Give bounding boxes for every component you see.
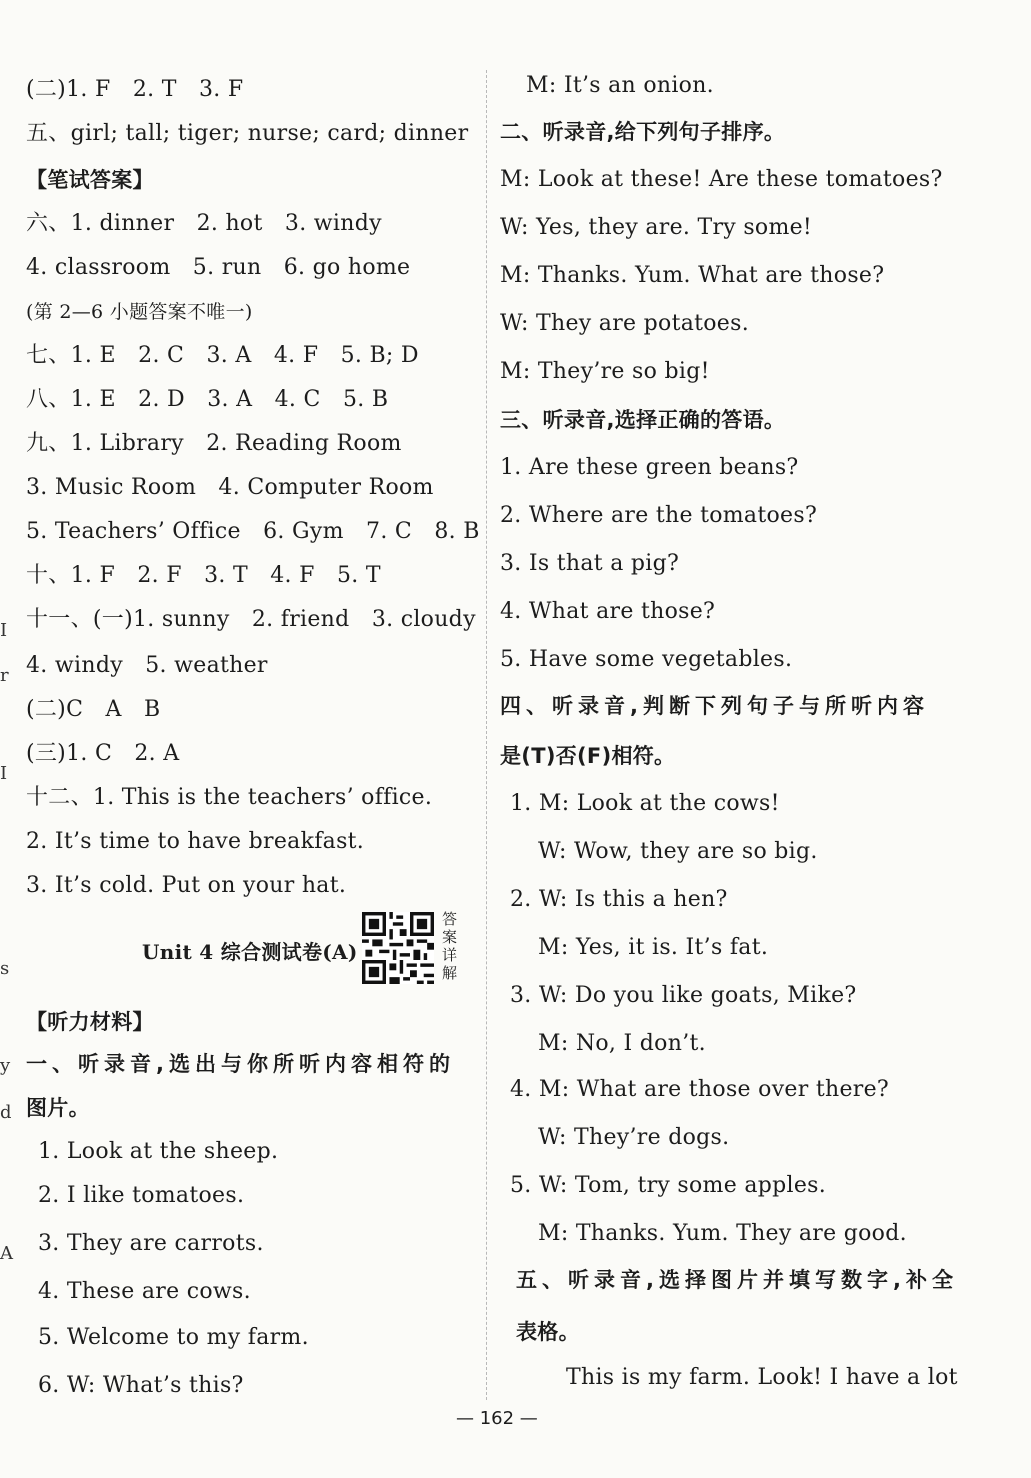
edge-mark: s (0, 958, 10, 979)
section-heading: 表格。 (516, 1320, 580, 1344)
listening-line: W: Wow, they are so big. (538, 839, 818, 864)
edge-mark: A (0, 1243, 13, 1264)
edge-mark: r (0, 665, 9, 686)
listening-line: M: It’s an onion. (526, 73, 714, 98)
page-number: — 162 — (456, 1408, 538, 1429)
answer-line: 六、1. dinner 2. hot 3. windy (26, 211, 382, 236)
section-heading: 五、听录音,选择图片并填写数字,补全 (516, 1268, 958, 1292)
answer-line: 4. classroom 5. run 6. go home (26, 255, 411, 280)
section-heading: 【笔试答案】 (26, 168, 154, 192)
section-heading: 一、听录音,选出与你所听内容相符的 (26, 1052, 455, 1076)
answer-line: 2. It’s time to have breakfast. (26, 829, 365, 854)
answer-line: (二)1. F 2. T 3. F (26, 77, 244, 102)
listening-line: 2. W: Is this a hen? (510, 887, 728, 912)
section-heading: 【听力材料】 (26, 1010, 154, 1034)
answer-line: (二)C A B (26, 697, 161, 722)
listening-line: 5. Have some vegetables. (500, 647, 793, 672)
edge-mark: I (0, 763, 8, 784)
listening-line: M: No, I don’t. (538, 1031, 706, 1056)
section-heading: 四、听录音,判断下列句子与所听内容 (500, 694, 929, 718)
listening-line: W: They are potatoes. (500, 311, 750, 336)
listening-line: M: Thanks. Yum. They are good. (538, 1221, 907, 1246)
listening-line: 4. These are cows. (38, 1279, 251, 1304)
qr-code-icon[interactable] (362, 912, 434, 984)
column-divider (486, 70, 487, 1400)
unit-title: Unit 4 综合测试卷(A) (142, 940, 358, 964)
listening-line: 4. What are those? (500, 599, 716, 624)
listening-line: 4. M: What are those over there? (510, 1077, 890, 1102)
listening-line: W: They’re dogs. (538, 1125, 730, 1150)
listening-line: 5. W: Tom, try some apples. (510, 1173, 827, 1198)
section-heading: 是(T)否(F)相符。 (500, 744, 676, 768)
edge-mark: d (0, 1102, 12, 1123)
answer-line: 十、1. F 2. F 3. T 4. F 5. T (26, 563, 381, 588)
edge-mark: I (0, 620, 8, 641)
edge-mark: y (0, 1055, 11, 1076)
section-heading: 三、听录音,选择正确的答语。 (500, 408, 786, 432)
listening-line: 3. W: Do you like goats, Mike? (510, 983, 857, 1008)
answer-line: 八、1. E 2. D 3. A 4. C 5. B (26, 387, 389, 412)
listening-line: 1. Are these green beans? (500, 455, 799, 480)
listening-line: M: Yes, it is. It’s fat. (538, 935, 769, 960)
listening-line: 3. They are carrots. (38, 1231, 264, 1256)
answer-line: 4. windy 5. weather (26, 653, 268, 678)
section-heading: 二、听录音,给下列句子排序。 (500, 120, 786, 144)
answer-line: 九、1. Library 2. Reading Room (26, 431, 402, 456)
answer-line: 七、1. E 2. C 3. A 4. F 5. B; D (26, 343, 419, 368)
answer-line: 十二、1. This is the teachers’ office. (26, 785, 433, 810)
listening-line: 1. Look at the sheep. (38, 1139, 279, 1164)
answer-line: 3. Music Room 4. Computer Room (26, 475, 434, 500)
answer-line: 5. Teachers’ Office 6. Gym 7. C 8. B (26, 519, 480, 544)
answer-line: 十一、(一)1. sunny 2. friend 3. cloudy (26, 607, 476, 632)
listening-line: M: Thanks. Yum. What are those? (500, 263, 885, 288)
answer-line: (三)1. C 2. A (26, 741, 180, 766)
listening-line: M: Look at these! Are these tomatoes? (500, 167, 943, 192)
listening-line: This is my farm. Look! I have a lot (566, 1365, 958, 1390)
section-heading: 图片。 (26, 1096, 90, 1120)
listening-line: W: Yes, they are. Try some! (500, 215, 813, 240)
listening-line: 5. Welcome to my farm. (38, 1325, 309, 1350)
listening-line: 2. I like tomatoes. (38, 1183, 245, 1208)
answer-line: 3. It’s cold. Put on your hat. (26, 873, 347, 898)
listening-line: M: They’re so big! (500, 359, 710, 384)
listening-line: 2. Where are the tomatoes? (500, 503, 818, 528)
listening-line: 1. M: Look at the cows! (510, 791, 780, 816)
qr-caption: 答案详解 (442, 910, 458, 982)
listening-line: 3. Is that a pig? (500, 551, 680, 576)
listening-line: 6. W: What’s this? (38, 1373, 244, 1398)
answer-note: (第 2—6 小题答案不唯一) (26, 301, 253, 323)
answer-line: 五、girl; tall; tiger; nurse; card; dinner (26, 121, 469, 146)
